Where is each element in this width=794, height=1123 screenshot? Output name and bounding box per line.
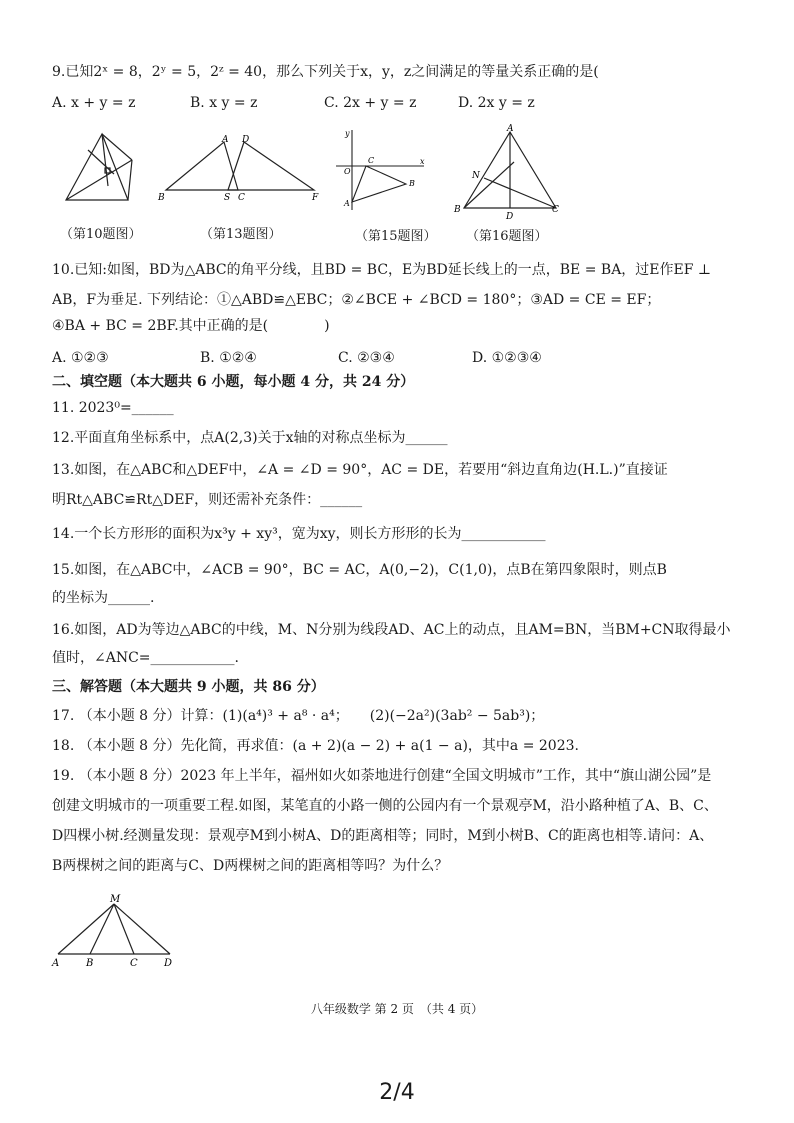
- fig19-label-m: M: [110, 894, 121, 905]
- fig13-label-f: F: [312, 193, 319, 203]
- caption-fig-16: （第16题图）: [466, 229, 548, 244]
- fig16-label-d: D: [506, 212, 514, 222]
- q9-option-d: D. 2x y = z: [458, 95, 535, 111]
- q10-option-a: A. ①②③: [52, 350, 109, 366]
- question-16-line-2: 值时，∠ANC=____________.: [52, 650, 239, 666]
- fig16-label-b: B: [454, 205, 461, 215]
- question-10-line-1: 10.已知:如图，BD为△ABC的角平分线，且BD = BC，E为BD延长线上的一点，BE = BA，过E作EF ⊥: [52, 262, 712, 278]
- fig15-label-y: y: [345, 129, 350, 138]
- fig13-label-b: B: [158, 193, 165, 203]
- page-footer: 八年级数学 第 2 页 （共 4 页）: [310, 1002, 484, 1016]
- fig13-label-a: A: [222, 135, 229, 145]
- question-19-line-3: D四棵小树.经测量发现：景观亭M到小树A、D的距离相等；同时，M到小树B、C的距离也相等.请问：A、: [52, 828, 714, 844]
- fig19-label-a: A: [52, 958, 60, 969]
- fig15-label-x: x: [420, 157, 425, 166]
- question-11: 11. 2023⁰=______: [52, 400, 174, 416]
- question-13-line-2: 明Rt△ABC≌Rt△DEF，则还需补充条件：______: [52, 492, 363, 508]
- caption-fig-10: （第10题图）: [60, 227, 142, 242]
- fig16-label-a: A: [507, 124, 514, 134]
- question-13-line-1: 13.如图，在△ABC和△DEF中，∠A = ∠D = 90°，AC = DE，若要用“斜边直角边(H.L.)”直接证: [52, 462, 668, 478]
- q10-option-d: D. ①②③④: [472, 350, 542, 366]
- figure-13: [156, 132, 326, 204]
- fig16-label-n: N: [472, 171, 480, 181]
- question-15-line-1: 15.如图，在△ABC中，∠ACB = 90°，BC = AC，A(0,−2)，C(1,0)，点B在第四象限时，则点B: [52, 562, 667, 578]
- page-indicator: 2/4: [379, 1080, 415, 1105]
- fig13-label-s: S: [224, 193, 231, 203]
- q10-option-c: C. ②③④: [338, 350, 395, 366]
- question-10-line-2: AB，F为垂足. 下列结论：①△ABD≌△EBC；②∠BCE + ∠BCD = 180°；③AD = CE = EF；: [52, 292, 661, 308]
- question-15-line-2: 的坐标为______.: [52, 590, 155, 606]
- section-3-heading: 三、解答题（本大题共 9 小题，共 86 分）: [52, 679, 325, 695]
- question-18: 18. （本小题 8 分）先化简，再求值：(a + 2)(a − 2) + a(1 − a)，其中a = 2023.: [52, 738, 579, 754]
- fig19-label-c: C: [130, 958, 138, 969]
- fig13-label-d: D: [242, 135, 250, 145]
- question-17: 17. （本小题 8 分）计算：(1)(a⁴)³ + a⁸ · a⁴； (2)(−2a²)(3ab² − 5ab³)；: [52, 708, 545, 724]
- fig19-label-d: D: [164, 958, 173, 969]
- fig15-label-o: O: [344, 167, 351, 176]
- caption-fig-13: （第13题图）: [200, 227, 282, 242]
- figure-10: [58, 128, 143, 208]
- q9-option-b: B. x y = z: [190, 95, 258, 111]
- section-2-heading: 二、填空题（本大题共 6 小题，每小题 4 分，共 24 分）: [52, 374, 415, 390]
- figure-19: [48, 890, 178, 970]
- fig16-label-c: C: [552, 205, 559, 215]
- question-12: 12.平面直角坐标系中，点A(2,3)关于x轴的对称点坐标为______: [52, 430, 448, 446]
- question-19-line-1: 19. （本小题 8 分）2023 年上半年，福州如火如荼地进行创建“全国文明城市”工作，其中“旗山湖公园”是: [52, 768, 712, 784]
- fig13-label-c: C: [238, 193, 245, 203]
- question-10-line-3: ④BA + BC = 2BF.其中正确的是( ): [52, 318, 330, 334]
- fig15-label-b: B: [409, 179, 415, 188]
- question-14: 14.一个长方形形的面积为x³y + xy³，宽为xy，则长方形形的长为____________: [52, 526, 546, 542]
- question-19-line-4: B两棵树之间的距离与C、D两棵树之间的距离相等吗？为什么？: [52, 858, 449, 874]
- figure-16: [452, 122, 564, 222]
- q10-option-b: B. ①②④: [200, 350, 257, 366]
- question-9-stem: 9.已知2ˣ = 8，2ʸ = 5，2ᶻ = 40，那么下列关于x，y，z之间满足的等量关系正确的是(: [52, 64, 599, 80]
- fig15-label-c: C: [368, 156, 375, 165]
- q9-option-a: A. x + y = z: [52, 95, 136, 111]
- question-16-line-1: 16.如图，AD为等边△ABC的中线，M、N分别为线段AD、AC上的动点，且AM=BN，当BM+CN取得最小: [52, 622, 731, 638]
- question-19-line-2: 创建文明城市的一项重要工程.如图，某笔直的小路一侧的公园内有一个景观亭M，沿小路种植了A、B、C、: [52, 798, 718, 814]
- q9-option-c: C. 2x + y = z: [324, 95, 417, 111]
- caption-fig-15: （第15题图）: [355, 229, 437, 244]
- fig19-label-b: B: [86, 958, 94, 969]
- figure-15: [330, 126, 428, 212]
- fig15-label-a: A: [344, 199, 350, 208]
